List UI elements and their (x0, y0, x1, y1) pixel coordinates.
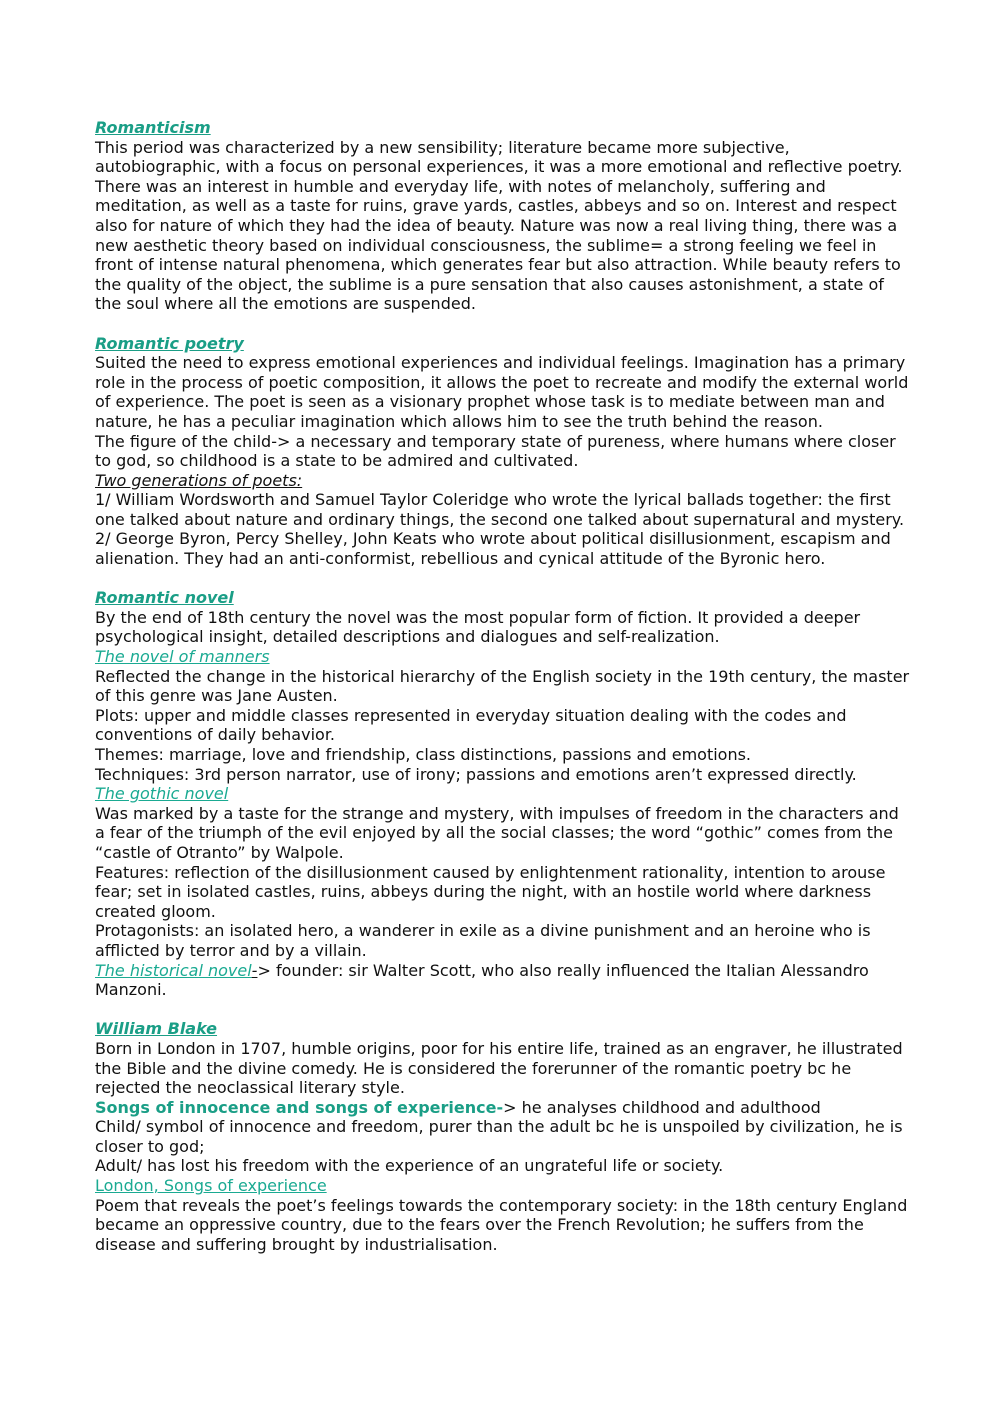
manners-plots: Plots: upper and middle classes represented in everyday situation dealing with the codes and conventions of daily behavior. (95, 705, 847, 745)
historical-dash: - (251, 960, 258, 980)
romantic-novel-intro: By the end of 18th century the novel was the most popular form of fiction. It provided a deeper psychological insight, detailed descriptions and dialogues and self-realization. (95, 607, 861, 647)
gothic-novel-label: The gothic novel (95, 784, 229, 804)
historical-novel-label: The historical novel (95, 960, 252, 980)
spacer (95, 314, 910, 334)
manners-techniques: Techniques: 3rd person narrator, use of irony; passions and emotions aren’t expressed directly. (95, 764, 857, 784)
romantic-poetry-paragraph-2: The figure of the child-> a necessary and temporary state of pureness, where humans where closer to god, so childhood is a state to be admired and cultivated. (95, 431, 896, 471)
spacer (95, 1000, 910, 1020)
historical-novel-line (95, 961, 910, 1000)
historical-novel-text: > founder: sir Walter Scott, who also really influenced the Italian Alessandro Manzoni. (95, 960, 869, 1000)
novel-of-manners-label: The novel of manners (95, 647, 270, 667)
spacer (95, 569, 910, 589)
songs-line (95, 1098, 910, 1118)
generation-2: 2/ George Byron, Percy Shelley, John Keats who wrote about political disillusionment, escapism and alienation. They had an anti-conformist, rebellious and cynical attitude of the Byronic hero. (95, 529, 891, 569)
document-page (95, 118, 910, 1254)
romantic-poetry-paragraph-1: Suited the need to express emotional experiences and individual feelings. Imagination has a primary role in the process of poetic composition, it allows the poet to recreate and modify the external world of experience. The poet is seen as a visionary prophet whose task is to mediate between man and nature, he has a peculiar imagination which allows him to see the truth behind the reason. (95, 353, 909, 431)
gothic-features: Features: reflection of the disillusionment caused by enlightenment rationality, intention to arouse fear; set in isolated castles, ruins, abbeys during the night, with an hostile world where darkness created gloom. (95, 862, 886, 921)
child-paragraph: Child/ symbol of innocence and freedom, purer than the adult bc he is unspoiled by civilization, he is closer to god; (95, 1117, 903, 1156)
blake-paragraph-1: Born in London in 1707, humble origins, poor for his entire life, trained as an engraver, he illustrated the Bible and the divine comedy. He is considered the forerunner of the romantic poetry bc he rejected the neoclassical literary style. (95, 1038, 903, 1098)
gothic-protagonists: Protagonists: an isolated hero, a wanderer in exile as a divine punishment and an heroine who is afflicted by terror and by a villain. (95, 921, 871, 960)
section-heading-romanticism: Romanticism (95, 118, 211, 137)
section-heading-romantic-poetry: Romantic poetry (95, 333, 244, 353)
romanticism-paragraph: This period was characterized by a new sensibility; literature became more subjective, autobiographic, with a focus on personal experiences, it was a more emotional and reflective poetry. There was an interest in humble and everyday life, with notes of melancholy, suffering and meditation, as well as a taste for ruins, grave yards, castles, abbeys and so on. Interest and respect also for nature of which they had the idea of beauty. Nature was now a real living thing, there was a new aesthetic theory based on individual consciousness, the sublime= a strong feeling we feel in front of intense natural phenomena, which generates fear but also attraction. While beauty refers to the quality of the object, the sublime is a pure sensation that also causes astonishment, a state of the soul where all the emotions are suspended. (95, 137, 903, 314)
songs-text: > he analyses childhood and adulthood (503, 1097, 821, 1117)
gothic-paragraph-1: Was marked by a taste for the strange and mystery, with impulses of freedom in the characters and a fear of the triumph of the evil enjoyed by all the social classes; the word “gothic” comes from the “castle of Otranto” by Walpole. (95, 803, 899, 862)
generations-label: Two generations of poets: (95, 470, 303, 490)
london-label: London, Songs of experience (95, 1176, 327, 1196)
manners-themes: Themes: marriage, love and friendship, class distinctions, passions and emotions. (95, 745, 752, 764)
london-paragraph: Poem that reveals the poet’s feelings towards the contemporary society: in the 18th century England became an oppressive country, due to the fears over the French Revolution; he suffers from the disease and suffering brought by industrialisation. (95, 1195, 908, 1254)
section-heading-romantic-novel: Romantic novel (95, 588, 234, 608)
generation-1: 1/ William Wordsworth and Samuel Taylor Coleridge who wrote the lyrical ballads together: the first one talked about nature and ordinary things, the second one talked about supernatural and mystery. (95, 490, 905, 529)
manners-paragraph-1: Reflected the change in the historical hierarchy of the English society in the 19th century, the master of this genre was Jane Austen. (95, 666, 910, 706)
section-heading-william-blake: William Blake (95, 1019, 218, 1039)
adult-paragraph: Adult/ has lost his freedom with the experience of an ungrateful life or society. (95, 1156, 724, 1176)
songs-label: Songs of innocence and songs of experience- (95, 1097, 504, 1117)
